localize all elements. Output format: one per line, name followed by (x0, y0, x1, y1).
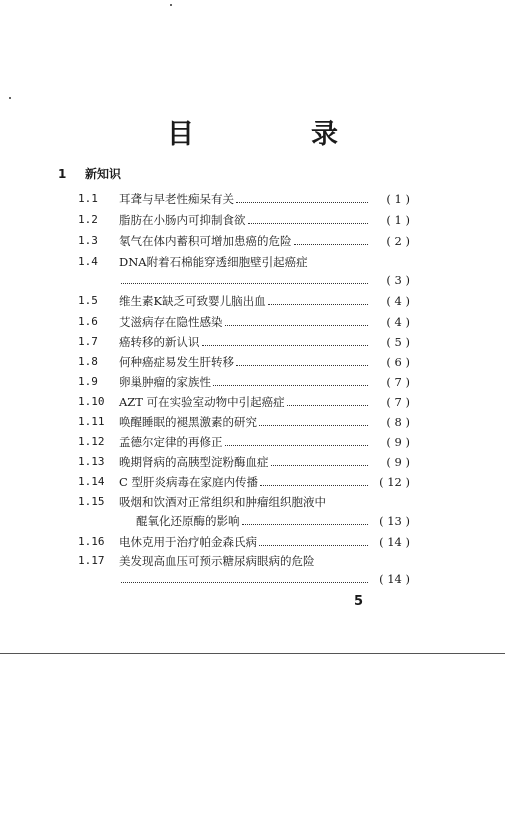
dot-leader (213, 373, 368, 386)
entry-page: ( 5 ) (386, 335, 410, 349)
page-number: 5 (354, 594, 364, 609)
dot-leader (259, 533, 368, 546)
entry-number: 1.12 (78, 435, 105, 448)
toc-entry[interactable] (78, 433, 410, 451)
entry-page: ( 13 ) (379, 514, 410, 528)
toc-entry-continuation[interactable] (119, 271, 410, 289)
toc-entry[interactable] (78, 533, 410, 551)
dot-leader (248, 211, 369, 224)
toc-entry[interactable] (78, 333, 410, 351)
entry-title: 唤醒睡眠的褪黑激素的研究 (119, 415, 257, 429)
entry-title: 氡气在体内蓄积可增加患癌的危险 (119, 234, 292, 248)
entry-number: 1.3 (78, 234, 98, 247)
entry-number: 1.16 (78, 535, 105, 548)
entry-page: ( 9 ) (386, 435, 410, 449)
entry-page: ( 1 ) (386, 192, 410, 206)
toc-entry[interactable] (78, 190, 410, 208)
entry-title: 维生素K缺乏可致婴儿脑出血 (119, 294, 266, 308)
dot-leader (236, 190, 368, 203)
toc-entry-continuation[interactable] (136, 512, 410, 530)
toc-entry[interactable] (78, 552, 410, 570)
entry-title: 孟德尔定律的再修正 (119, 435, 223, 449)
entry-page: ( 7 ) (386, 375, 410, 389)
entry-title: 卵巢肿瘤的家族性 (119, 375, 211, 389)
dot-leader (294, 232, 369, 245)
entry-title: DNA附着石棉能穿透细胞壁引起癌症 (119, 255, 308, 269)
entry-page: ( 14 ) (379, 535, 410, 549)
dot-leader (225, 433, 369, 446)
entry-title: 癌转移的新认识 (119, 335, 200, 349)
toc-entry[interactable] (78, 253, 410, 271)
entry-page: ( 12 ) (379, 475, 410, 489)
dot-leader (202, 333, 369, 346)
toc-entry[interactable] (78, 292, 410, 310)
dot-leader (268, 292, 368, 305)
entry-title: 美发现高血压可预示糖尿病眼病的危险 (119, 554, 315, 568)
entry-number: 1.6 (78, 315, 98, 328)
entry-page: ( 7 ) (386, 395, 410, 409)
entry-title: 电休克用于治疗帕金森氏病 (119, 535, 257, 549)
section-title: 新知识 (85, 167, 122, 181)
entry-title-continuation: 醌氧化还原酶的影响 (136, 514, 240, 528)
toc-entry-continuation[interactable] (119, 570, 410, 588)
entry-page: ( 8 ) (386, 415, 410, 429)
dot-leader (259, 413, 368, 426)
entry-number: 1.15 (78, 495, 105, 508)
entry-number: 1.4 (78, 255, 98, 268)
page-edge-rule (0, 653, 505, 654)
dot-leader (225, 313, 369, 326)
entry-title: C 型肝炎病毒在家庭内传播 (119, 475, 258, 489)
entry-page: ( 3 ) (386, 273, 410, 287)
entry-page: ( 6 ) (386, 355, 410, 369)
entry-page: ( 4 ) (386, 315, 410, 329)
entry-page: ( 2 ) (386, 234, 410, 248)
dot-leader (121, 271, 368, 284)
toc-entry[interactable] (78, 313, 410, 331)
scan-speck (9, 97, 11, 99)
dot-leader (260, 473, 368, 486)
entry-title: 脂肪在小肠内可抑制食欲 (119, 213, 246, 227)
toc-entry[interactable] (78, 373, 410, 391)
entry-number: 1.10 (78, 395, 105, 408)
entry-number: 1.14 (78, 475, 105, 488)
entry-title: 吸烟和饮酒对正常组织和肿瘤组织胞液中 (119, 495, 326, 509)
entry-page: ( 1 ) (386, 213, 410, 227)
scan-speck (170, 4, 172, 6)
entry-title: AZT 可在实验室动物中引起癌症 (119, 395, 285, 409)
toc-entry[interactable] (78, 453, 410, 471)
section-heading (58, 165, 121, 182)
entry-title: 何种癌症易发生肝转移 (119, 355, 234, 369)
entry-page: ( 9 ) (386, 455, 410, 469)
toc-entry[interactable] (78, 353, 410, 371)
toc-entry[interactable] (78, 493, 410, 511)
entry-number: 1.11 (78, 415, 105, 428)
entry-number: 1.7 (78, 335, 98, 348)
toc-entry[interactable] (78, 473, 410, 491)
entry-page: ( 14 ) (379, 572, 410, 586)
entry-title: 艾滋病存在隐性感染 (119, 315, 223, 329)
entry-number: 1.1 (78, 192, 98, 205)
page-title: 目 录 (167, 119, 383, 150)
dot-leader (287, 393, 368, 406)
entry-title: 晚期肾病的高胰型淀粉酶血症 (119, 455, 269, 469)
entry-page: ( 4 ) (386, 294, 410, 308)
toc-entry[interactable] (78, 232, 410, 250)
dot-leader (271, 453, 369, 466)
toc-entry[interactable] (78, 211, 410, 229)
entry-number: 1.9 (78, 375, 98, 388)
entry-number: 1.8 (78, 355, 98, 368)
toc-entry[interactable] (78, 393, 410, 411)
entry-number: 1.5 (78, 294, 98, 307)
entry-number: 1.17 (78, 554, 105, 567)
dot-leader (242, 512, 369, 525)
dot-leader (236, 353, 368, 366)
dot-leader (121, 570, 368, 583)
toc-entry[interactable] (78, 413, 410, 431)
entry-number: 1.2 (78, 213, 98, 226)
entry-title: 耳聋与早老性痴呆有关 (119, 192, 234, 206)
entry-number: 1.13 (78, 455, 105, 468)
section-number: 1 (58, 167, 67, 181)
